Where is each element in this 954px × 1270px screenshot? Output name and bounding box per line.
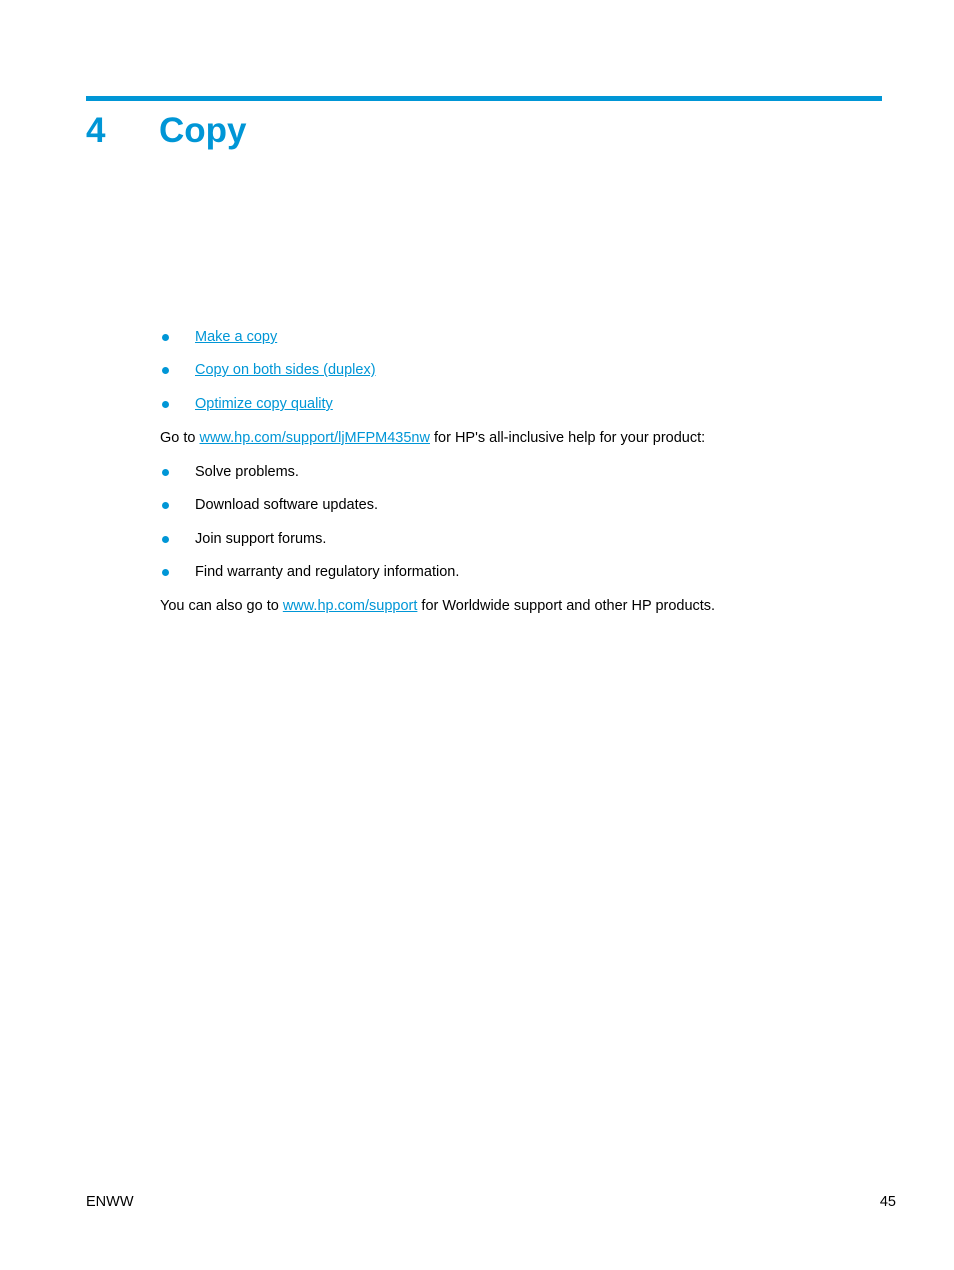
help-item: Find warranty and regulatory information. — [195, 564, 460, 580]
topic-link-make-a-copy[interactable]: Make a copy — [195, 329, 278, 345]
topic-link-optimize-quality[interactable]: Optimize copy quality — [195, 396, 333, 412]
goto-paragraph — [160, 428, 705, 448]
bullet-icon — [162, 536, 169, 543]
help-item: Solve problems. — [195, 464, 299, 480]
help-item: Join support forums. — [195, 531, 327, 547]
also-paragraph — [160, 596, 715, 616]
bullet-icon — [162, 334, 169, 341]
goto-suffix: for HP's all-inclusive help for your product: — [429, 430, 706, 446]
product-support-link[interactable]: www.hp.com/support/ljMFPM435nw — [199, 430, 430, 446]
bullet-icon — [162, 502, 169, 509]
page-number: 45 — [879, 1194, 896, 1210]
bullet-icon — [162, 367, 169, 374]
chapter-number: 4 — [86, 111, 106, 150]
bullet-icon — [162, 469, 169, 476]
footer-label: ENWW — [86, 1194, 134, 1210]
chapter-title: Copy — [159, 111, 247, 150]
help-item: Download software updates. — [195, 497, 378, 513]
also-suffix: for Worldwide support and other HP products. — [417, 598, 716, 614]
goto-prefix: Go to — [160, 430, 200, 446]
bullet-icon — [162, 401, 169, 408]
bullet-icon — [162, 569, 169, 576]
topic-link-copy-duplex[interactable]: Copy on both sides (duplex) — [195, 362, 376, 378]
also-prefix: You can also go to — [160, 598, 283, 614]
chapter-rule — [86, 96, 882, 101]
worldwide-support-link[interactable]: www.hp.com/support — [282, 598, 418, 614]
